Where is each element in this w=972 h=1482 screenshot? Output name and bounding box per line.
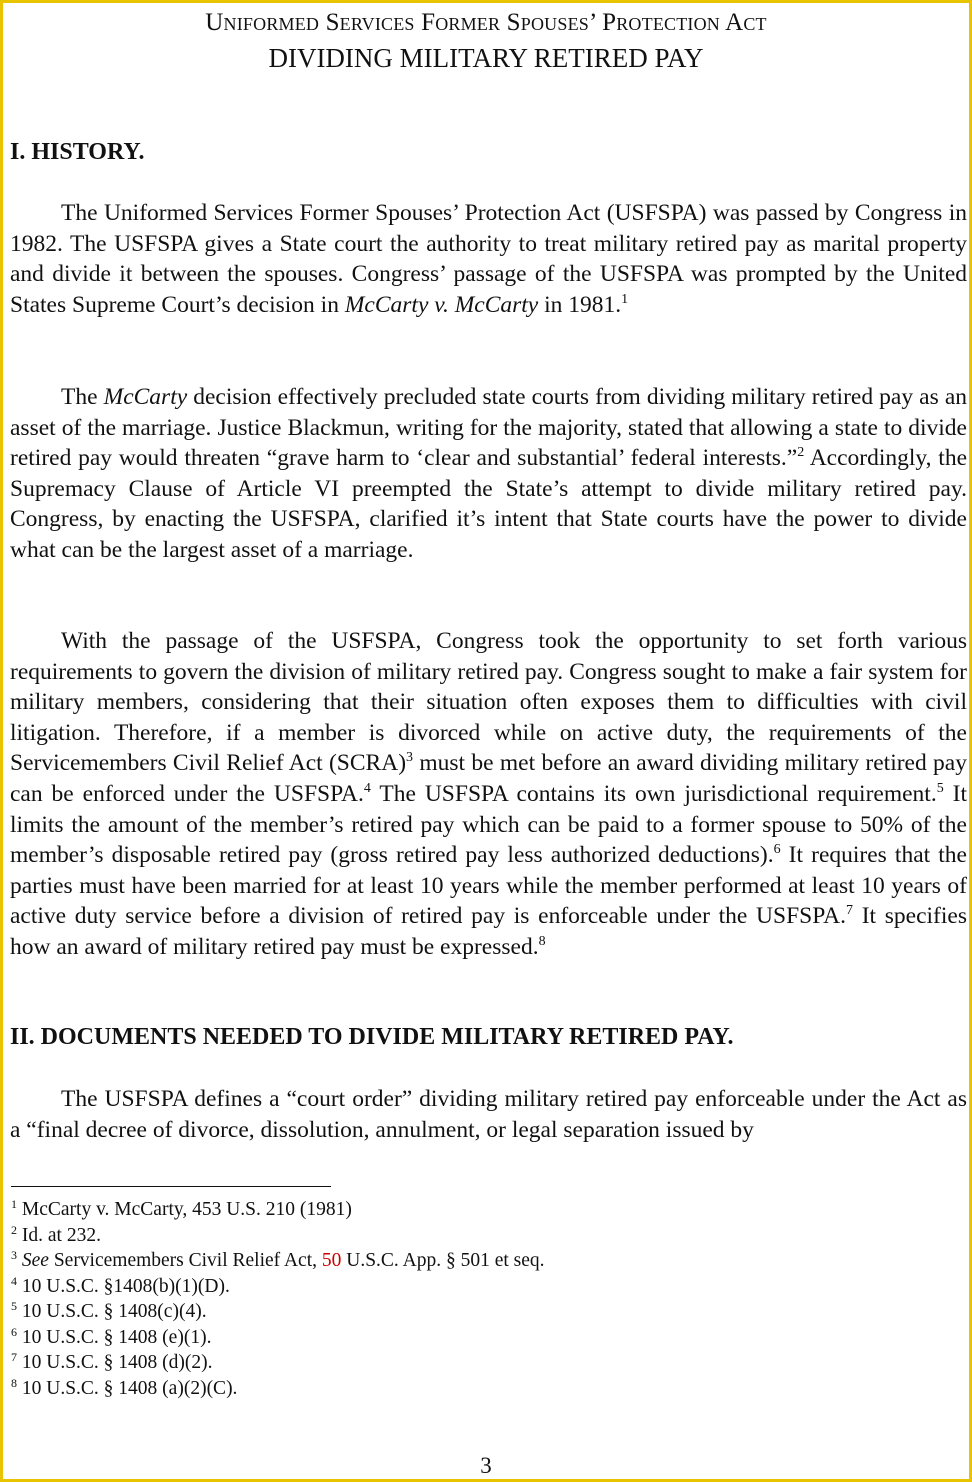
footnote-ref-4: 4: [363, 780, 371, 796]
footnote-8: $^8$ 10 U.S.C. § 1408 (a)(2)(C).: [11, 1375, 238, 1399]
citation-link[interactable]: 50: [321, 1250, 342, 1271]
footnote-divider: [11, 1186, 331, 1187]
footnote-2: $^2$ Id. at 232.: [11, 1222, 101, 1246]
case-name: McCarty: [103, 384, 188, 410]
footnote-ref-6: 6: [773, 842, 781, 858]
footnote-6: $^6$ 10 U.S.C. § 1408 (e)(1).: [11, 1324, 212, 1348]
footnote-7: $^7$ 10 U.S.C. § 1408 (d)(2).: [11, 1350, 213, 1373]
footnote-ref-7: 7: [846, 903, 853, 919]
section-heading-documents: II. DOCUMENTS NEEDED TO DIVIDE MILITARY RETIRED PAY.: [10, 1024, 734, 1050]
footnotes: [11, 1197, 911, 1401]
footnote-ref-1: 1: [621, 291, 629, 307]
footnote-1: $^1$ McCarty v. McCarty, 453 U.S. 210 (1981): [11, 1197, 352, 1220]
footnote-ref-2: 2: [797, 445, 805, 461]
footnote-ref-3: 3: [406, 750, 414, 766]
footnote-ref-8: 8: [538, 933, 546, 949]
paragraph-history-1: The Uniformed Services Former Spouses’ Protection Act (USFSPA) was passed by Congress in 1982. The USFSPA gives a State court the authority to treat military retired pay as marital property and divide it between the spouses. Congress’ passage of the USFSPA was prompted by the United States Supreme Court’s decision in McCarty v. McCarty in 1981.$^1$: [10, 200, 967, 318]
case-name: McCarty v. McCarty: [344, 291, 539, 318]
document-title: DIVIDING MILITARY RETIRED PAY: [268, 43, 704, 73]
page-number: 3: [480, 1453, 492, 1478]
footnote-3: $^3$ See Servicemembers Civil Relief Act, 50 U.S.C. App. § 501 et seq.: [11, 1248, 545, 1271]
act-title: Uniformed Services Former Spouses’ Protection Act: [205, 9, 767, 36]
footnote-4: $^4$ 10 U.S.C. §1408(b)(1)(D).: [11, 1273, 230, 1297]
paragraph-history-3: With the passage of the USFSPA, Congress took the opportunity to set forth various requirements to govern the division of military retired pay. Congress sought to make a fair system for military members, considering that their situation often exposes them to difficulties with civil litigation. Therefore, if a member is divorced while on active duty, the requirements of the Servicemembers Civil Relief Act (SCRA)$^3$ must be met before an award dividing military retired pay can be enforced under the USFSPA.$^4$ The USFSPA contains its own jurisdictional requirement.$^5$ It limits the amount of the member’s retired pay which can be paid to a former spouse to 50% of the member’s disposable retired pay (gross retired pay less authorized deductions).$^6$ It requires that the parties must have been married for at least 10 years while the member performed at least 10 years of active duty service before a division of retired pay is enforceable under the USFSPA.$^7$ It specifies how an award of military retired pay must be expressed.$^8$: [10, 628, 967, 960]
paragraph-history-2: The McCarty decision effectively precluded state courts from dividing military retired pay as an asset of the marriage. Justice Blackmun, writing for the majority, stated that allowing a state to divide retired pay would threaten “grave harm to ‘clear and substantial’ federal interests.”$^2$ Accordingly, the Supremacy Clause of Article VI preempted the State’s attempt to divide military retired pay. Congress, by enacting the USFSPA, clarified it’s intent that State courts have the power to divide what can be the largest asset of a marriage.: [10, 384, 967, 563]
footnote-5: $^5$ 10 U.S.C. § 1408(c)(4).: [11, 1299, 207, 1322]
footnote-ref-5: 5: [936, 780, 944, 796]
paragraph-documents-1: The USFSPA defines a “court order” dividing military retired pay enforceable under the Act as a “final decree of divorce, dissolution, annulment, or legal separation issued by: [10, 1086, 967, 1143]
section-heading-history: I. HISTORY.: [10, 139, 145, 165]
